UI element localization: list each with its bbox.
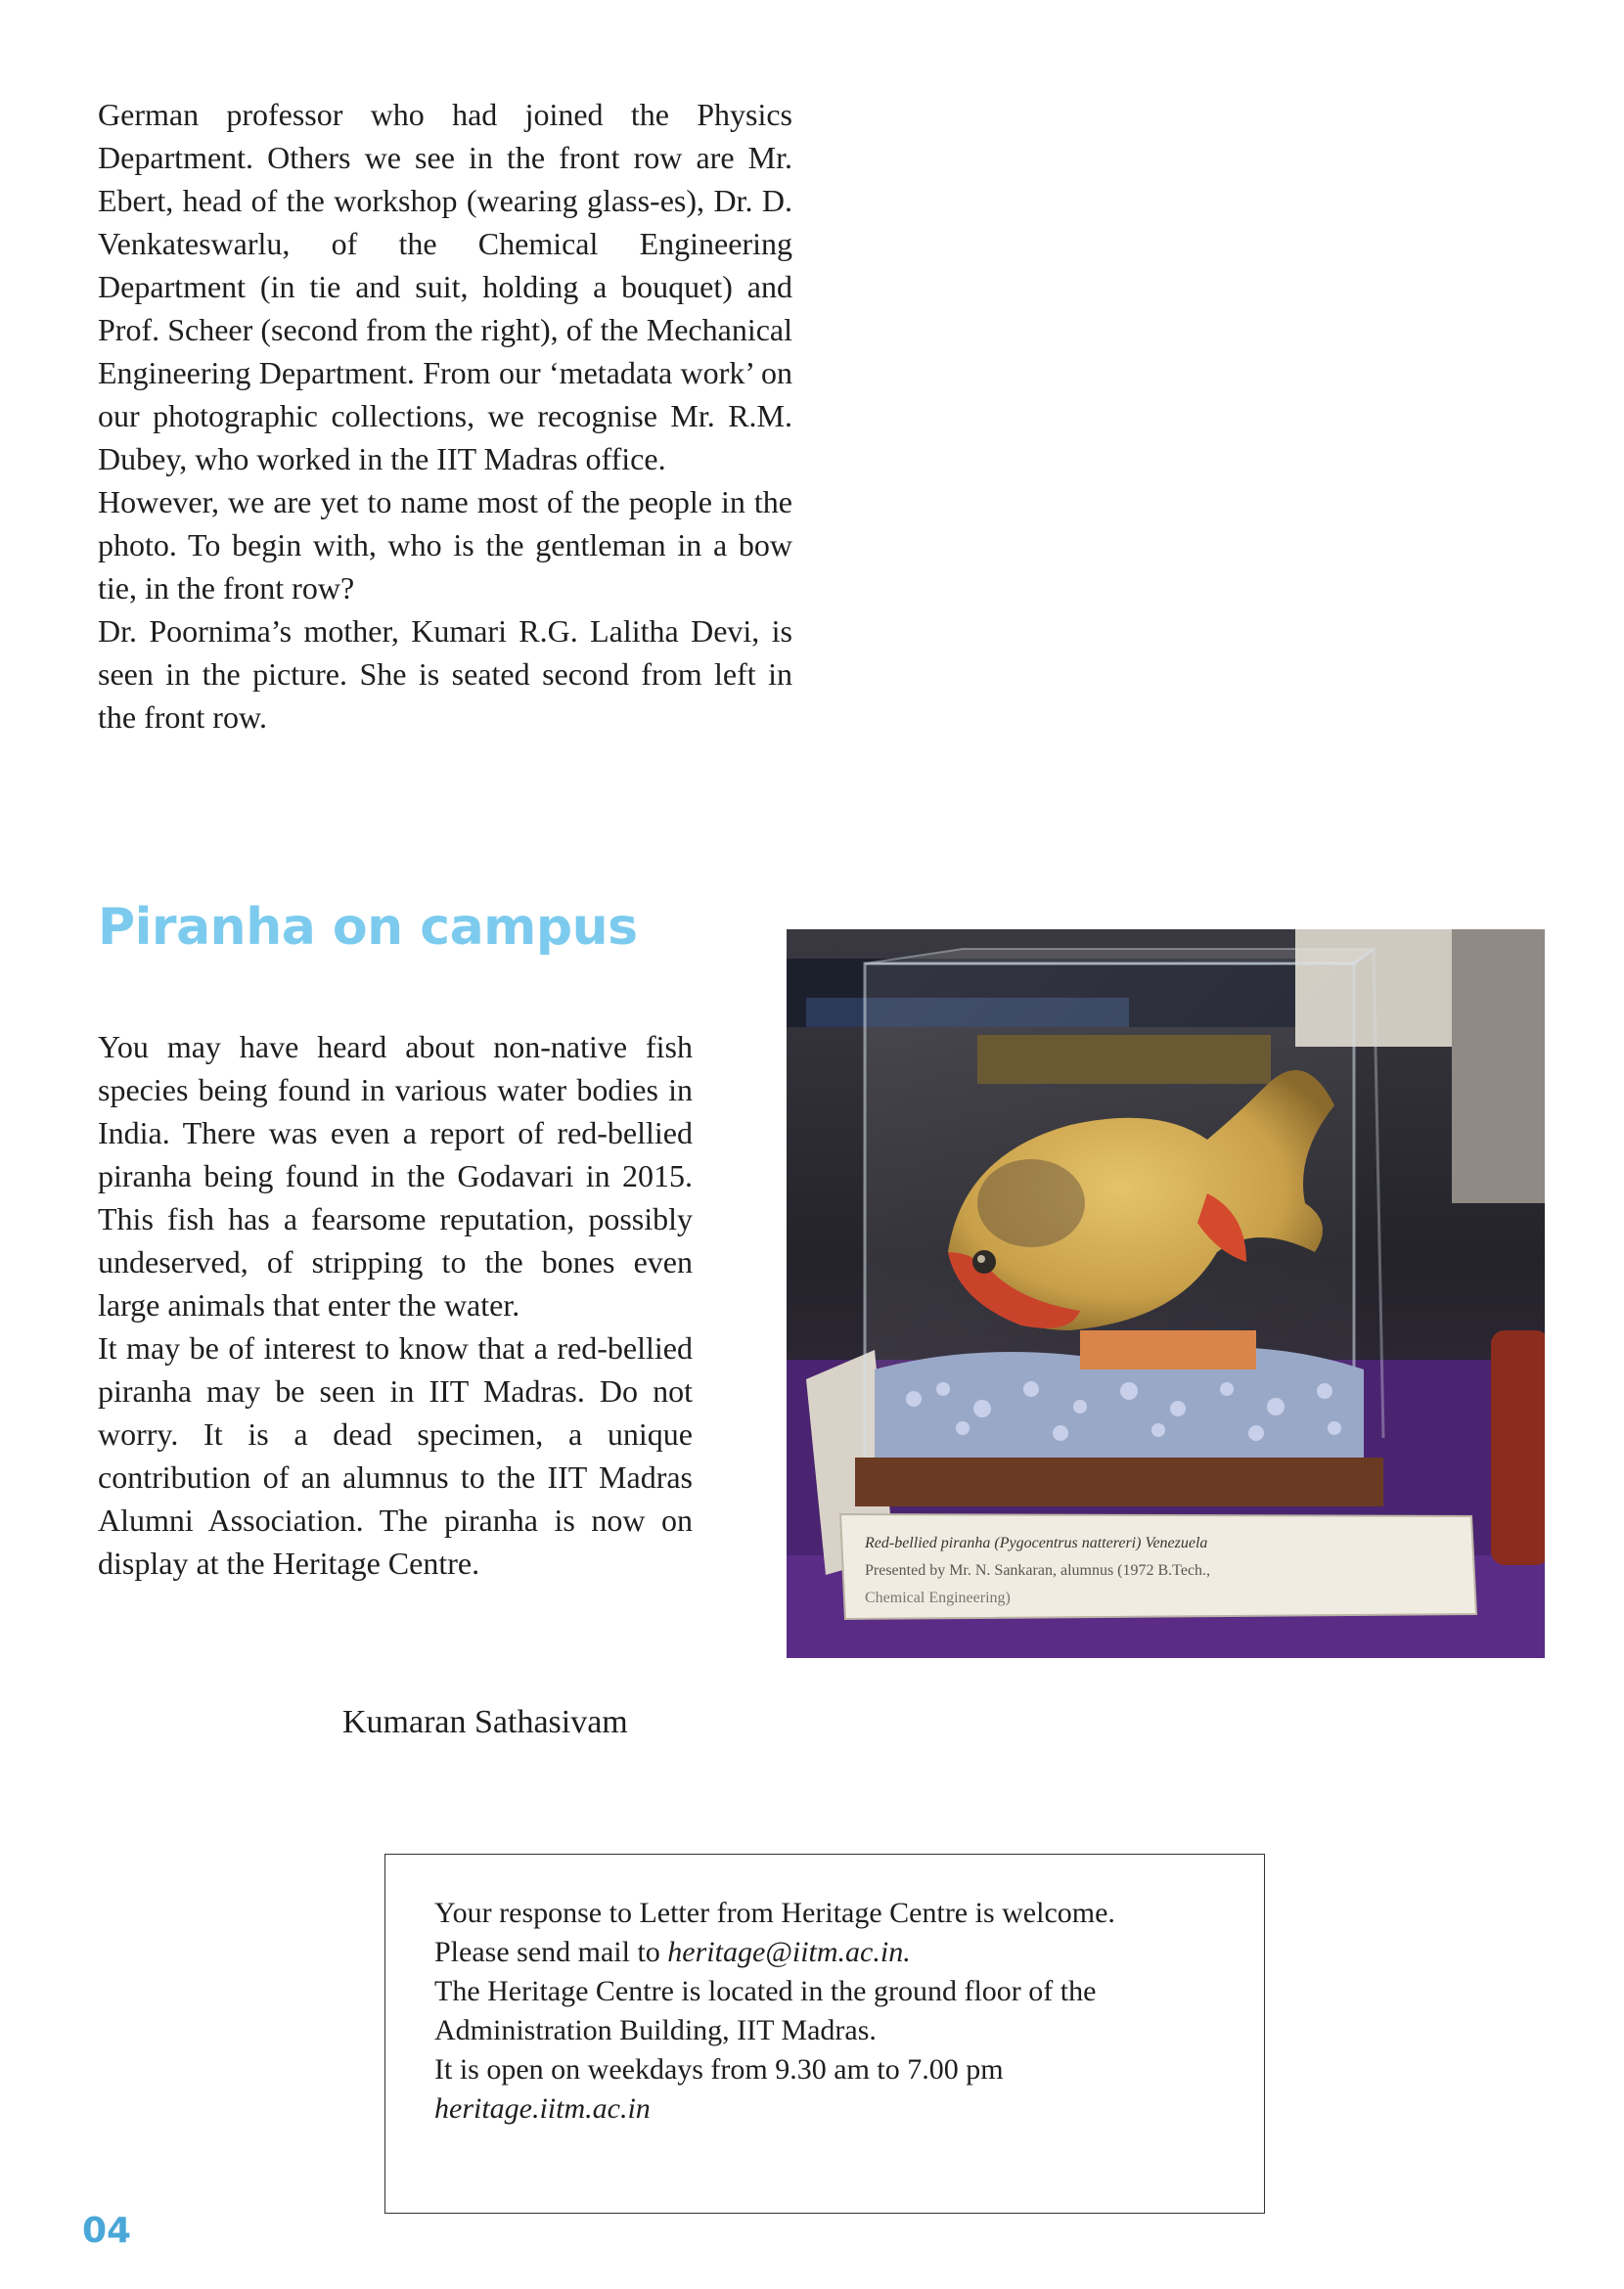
contact-email-link[interactable]: heritage@iitm.ac.in.	[667, 1936, 911, 1968]
website-link[interactable]: heritage.iitm.ac.in	[434, 2092, 651, 2125]
intro-paragraph-1: German professor who had joined the Physics Department. Others we see in the front row are Mr. Ebert, head of the workshop (wearing glass-es), Dr. D. Venkateswarlu, of the Chemical Engineering Department (in tie and suit, holding a bouquet) and Prof. Scheer (second from the right), of the Mechanical Engineering Department. From our ‘metadata work’ on our photographic collections, we recognise Mr. R.M. Dubey, who worked in the IIT Madras office.	[98, 97, 792, 476]
article-title: Piranha on campus	[98, 898, 638, 957]
contact-line-2	[434, 1933, 1115, 1972]
intro-text	[98, 93, 792, 739]
author-name: Kumaran Sathasivam	[342, 1704, 628, 1740]
intro-paragraph-2: However, we are yet to name most of the people in the photo. To begin with, who is the gentleman in a bow tie, in the front row?	[98, 484, 792, 606]
page-number: 04	[82, 2211, 132, 2251]
article-paragraph-1: You may have heard about non-native fish species being found in various water bodies in India. There was even a report of red-bellied piranha being found in the Godavari in 2015. This fish has a fearsome reputation, possibly undeserved, of stripping to the bones even large animals that enter the water.	[98, 1029, 693, 1323]
article-body	[98, 1025, 693, 1585]
photo-label-line-3: Chemical Engineering)	[865, 1590, 1011, 1606]
photo-label-line-2: Presented by Mr. N. Sankaran, alumnus (1972 B.Tech.,	[865, 1562, 1211, 1579]
article-paragraph-2: It may be of interest to know that a red-bellied piranha may be seen in IIT Madras. Do not worry. It is a dead specimen, a unique contribution of an alumnus to the IIT Madras Alumni Association. The piranha is now on display at the Heritage Centre.	[98, 1330, 693, 1581]
contact-line-5: It is open on weekdays from 9.30 am to 7.00 pm	[434, 2053, 1004, 2086]
contact-line-4: Administration Building, IIT Madras.	[434, 2014, 877, 2046]
intro-paragraph-3: Dr. Poornima’s mother, Kumari R.G. Lalitha Devi, is seen in the picture. She is seated second from left in the front row.	[98, 613, 792, 735]
contact-line-1: Your response to Letter from Heritage Centre is welcome.	[434, 1897, 1115, 1929]
photo-label-line-1: Red-bellied piranha (Pygocentrus nattereri) Venezuela	[865, 1535, 1208, 1551]
contact-line-3: The Heritage Centre is located in the ground floor of the	[434, 1975, 1097, 2007]
contact-box	[384, 1854, 1265, 2214]
piranha-photo	[787, 929, 1545, 1658]
contact-line-2-prefix: Please send mail to	[434, 1936, 668, 1968]
